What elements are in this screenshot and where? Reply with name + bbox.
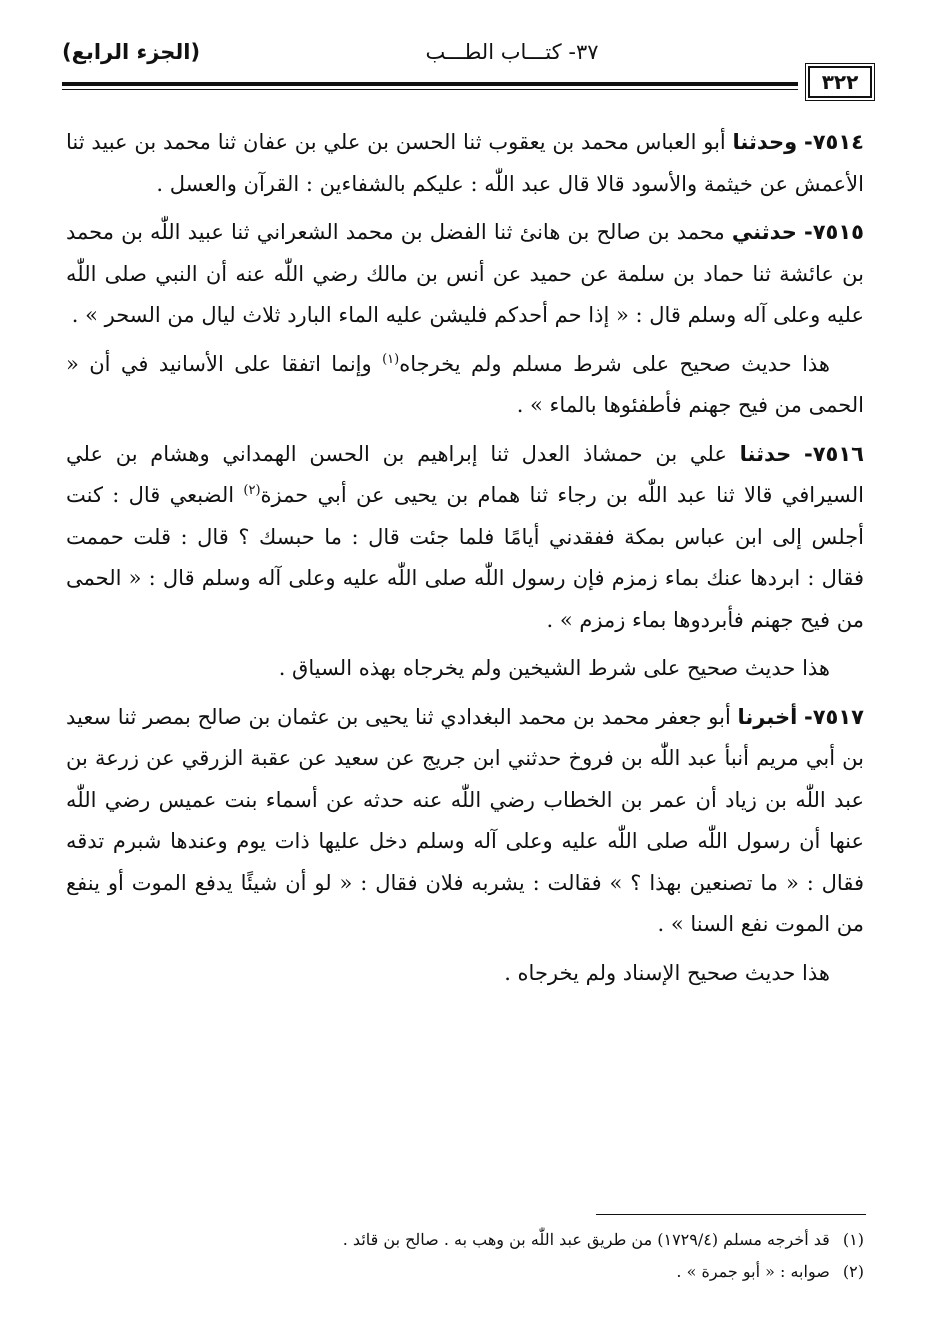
header-rule — [62, 82, 798, 86]
running-header — [62, 40, 880, 96]
commentary-text: وإنما اتفقا على الأسانيد في أن « الحمى من فيح جهنم فأطفئوها بالماء » . — [66, 351, 864, 417]
hadith-text: الضبعي قال : كنت أجلس إلى ابن عباس بمكة ففقدني أيامًا فلما جئت قال : ما حبسك ؟ قال : قلت حممت فقال : ابردها عنك بماء زمزم فإن رسول اللّٰه صلى اللّٰه عليه وعلى آله وسلم قال : « الحمى من فيح جهنم فأبردوها بماء زمزم » . — [66, 483, 864, 632]
footnotes — [66, 1224, 864, 1288]
hadith-lead-word: أخبرنا — [737, 704, 798, 729]
hadith-text: أبو جعفر محمد بن محمد البغدادي ثنا يحيى بن عثمان بن صالح بمصر ثنا سعيد بن أبي مريم أنبأ عبد اللّٰه بن فروخ حدثني ابن جريج عن سعيد عن عقبة الزرقي عن زرعة بن عبد اللّٰه بن زياد أن عمر بن الخطاب رضي اللّٰه عنه حدثه عن أسماء بنت عميس رضي اللّٰه عنها أن رسول اللّٰه صلى اللّٰه عليه وعلى آله وسلم دخل عليها ذات يوم وعندها شبرم تدقه فقال : « ما تصنعين بهذا ؟ » فقالت : يشربه فلان فقال : « لو أن شيئًا يدفع الموت أو ينفع من الموت نفع السنا » . — [66, 704, 864, 936]
page-number: ٣٢٢ — [808, 66, 872, 98]
hadith-entry-7514 — [66, 122, 864, 205]
footnote-item — [66, 1256, 864, 1288]
header-rule-thin — [62, 89, 798, 90]
footnote-reference: (١) — [382, 351, 400, 367]
commentary-text: هذا حديث صحيح على شرط مسلم ولم يخرجاه — [399, 351, 830, 376]
hadith-number: ٧٥١٥- — [804, 220, 864, 244]
hadith-number: ٧٥١٧- — [804, 704, 864, 729]
footnote-marker: (٢) — [842, 1262, 864, 1281]
hadith-number: ٧٥١٦- — [804, 441, 864, 466]
footnote-marker: (١) — [842, 1230, 864, 1249]
hadith-entry-7517 — [66, 697, 864, 946]
hadith-lead-word: حدثني — [731, 220, 797, 244]
footnote-text: صوابه : « أبو جمرة » . — [676, 1262, 830, 1281]
main-text — [66, 122, 864, 1001]
hadith-lead-word: حدثنا — [739, 441, 792, 466]
hadith-entry-7515 — [66, 212, 864, 337]
hadith-text: محمد بن صالح بن هانئ ثنا الفضل بن محمد الشعراني ثنا عبيد اللّٰه بن محمد بن عائشة ثنا حماد بن سلمة عن حميد عن أنس بن مالك رضي اللّٰه عنه أن النبي صلى اللّٰه عليه وعلى آله وسلم قال : « إذا حم أحدكم فليشن عليه الماء البارد ثلاث ليال من السحر » . — [66, 220, 864, 327]
commentary-text: هذا حديث صحيح الإسناد ولم يخرجاه . — [504, 960, 830, 985]
hadith-text: علي بن حمشاذ العدل ثنا إبراهيم بن الحسن الهمداني وهشام بن علي السيرافي قالا ثنا عبد اللّٰه بن رجاء ثنا همام بن يحيى عن أبي حمزة — [66, 441, 865, 507]
hadith-number: ٧٥١٤- — [803, 130, 864, 154]
footnote-separator — [596, 1214, 866, 1215]
hadith-text: أبو العباس محمد بن يعقوب ثنا الحسن بن علي بن عفان ثنا محمد بن عبيد ثنا الأعمش عن خيثمة والأسود قالا قال عبد اللّٰه : عليكم بالشفاءين : القرآن والعسل . — [66, 130, 864, 196]
footnote-reference: (٢) — [243, 483, 261, 498]
commentary-paragraph — [66, 648, 864, 690]
commentary-text: هذا حديث صحيح على شرط الشيخين ولم يخرجاه بهذه السياق . — [278, 656, 830, 680]
hadith-lead-word: وحدثنا — [732, 130, 798, 154]
footnote-item — [66, 1224, 864, 1256]
chapter-title: ٣٧- كتـــاب الطـــب — [425, 40, 599, 64]
hadith-entry-7516 — [66, 434, 864, 642]
commentary-paragraph — [66, 344, 864, 427]
volume-label: (الجزء الرابع) — [62, 40, 201, 64]
footnote-text: قد أخرجه مسلم (١٧٢٩/٤) من طريق عبد اللّٰه بن وهب به . صالح بن قائد . — [342, 1230, 830, 1249]
commentary-paragraph — [66, 953, 864, 995]
